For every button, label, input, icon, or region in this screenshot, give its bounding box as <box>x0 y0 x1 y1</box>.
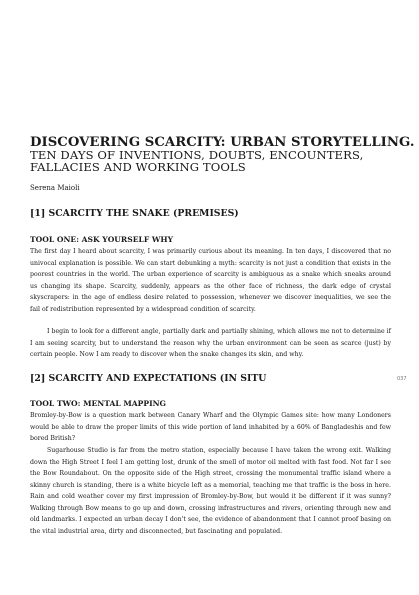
tool-heading-1: TOOL ONE: ASK YOURSELF WHY <box>30 235 174 244</box>
body-paragraph: I begin to look for a different angle, partially dark and partially shining, which allows me not to determine if I am seeing scarcity, but to understand the reason why the urban environment can be seen as scarce (just) by certain people. Now I am ready to discover when the snake changes its skin, and why. <box>30 328 391 358</box>
document-title: DISCOVERING SCARCITY: URBAN STORYTELLING. <box>30 135 415 150</box>
body-paragraph: The first day I heard about scarcity, I was primarily curious about its meaning. In ten days, I discovered that no univocal explanation is possible. We can start debunking a myth: scarcity is not just a condition that exists in the poorest countries in the world. The urban experience of scarcity is ambiguous as a snake which sneaks around us changing its shape. Scarcity, suddenly, appears as the other face of richness, the dark edge of crystal skyscrapers: in the age of endless desire related to possession, whenever we discover inequalities, we see the fail of redistribution represented by a widespread condition of scarcity. <box>30 248 391 313</box>
author-name: Serena Maioli <box>30 184 80 192</box>
page-number: 037 <box>397 376 407 382</box>
document-subtitle: TEN DAYS OF INVENTIONS, DOUBTS, ENCOUNTERS, FALLACIES AND WORKING TOOLS <box>30 148 364 174</box>
section-heading-2: [2] SCARCITY AND EXPECTATIONS (IN SITU <box>30 373 267 384</box>
tool-heading-2: TOOL TWO: MENTAL MAPPING <box>30 399 167 408</box>
body-paragraph: Bromley-by-Bow is a question mark between Canary Wharf and the Olympic Games site: how many Londoners would be able to draw the proper limits of this wide portion of land inhabited by a 60% of Bangladeshis and few bored British? <box>30 412 391 442</box>
section-heading-1: [1] SCARCITY THE SNAKE (PREMISES) <box>30 208 239 219</box>
body-paragraph: Sugarhouse Studio is far from the metro station, especially because I have taken the wrong exit. Walking down the High Street I feel I am getting lost, drunk of the smell of motor oil melted with fast food. Not far I see the Bow Roundabout. On the opposite side of the High street, crossing the monumental traffic island where a skinny church is standing, there is a white bicycle left as a memorial, teaching me that traffic is the boss in here. Rain and cold weather cover my first impression of Bromley-by-Bow, but would it be different if it was sunny? Walking through Bow means to go up and down, crossing infrastructures and rivers, orienting through new and old landmarks. I expected an urban decay I don't see, the evidence of abandonment that I cannot proof basing on the vital industrial area, dirty and disconnected, but fascinating and populated. <box>30 447 391 535</box>
